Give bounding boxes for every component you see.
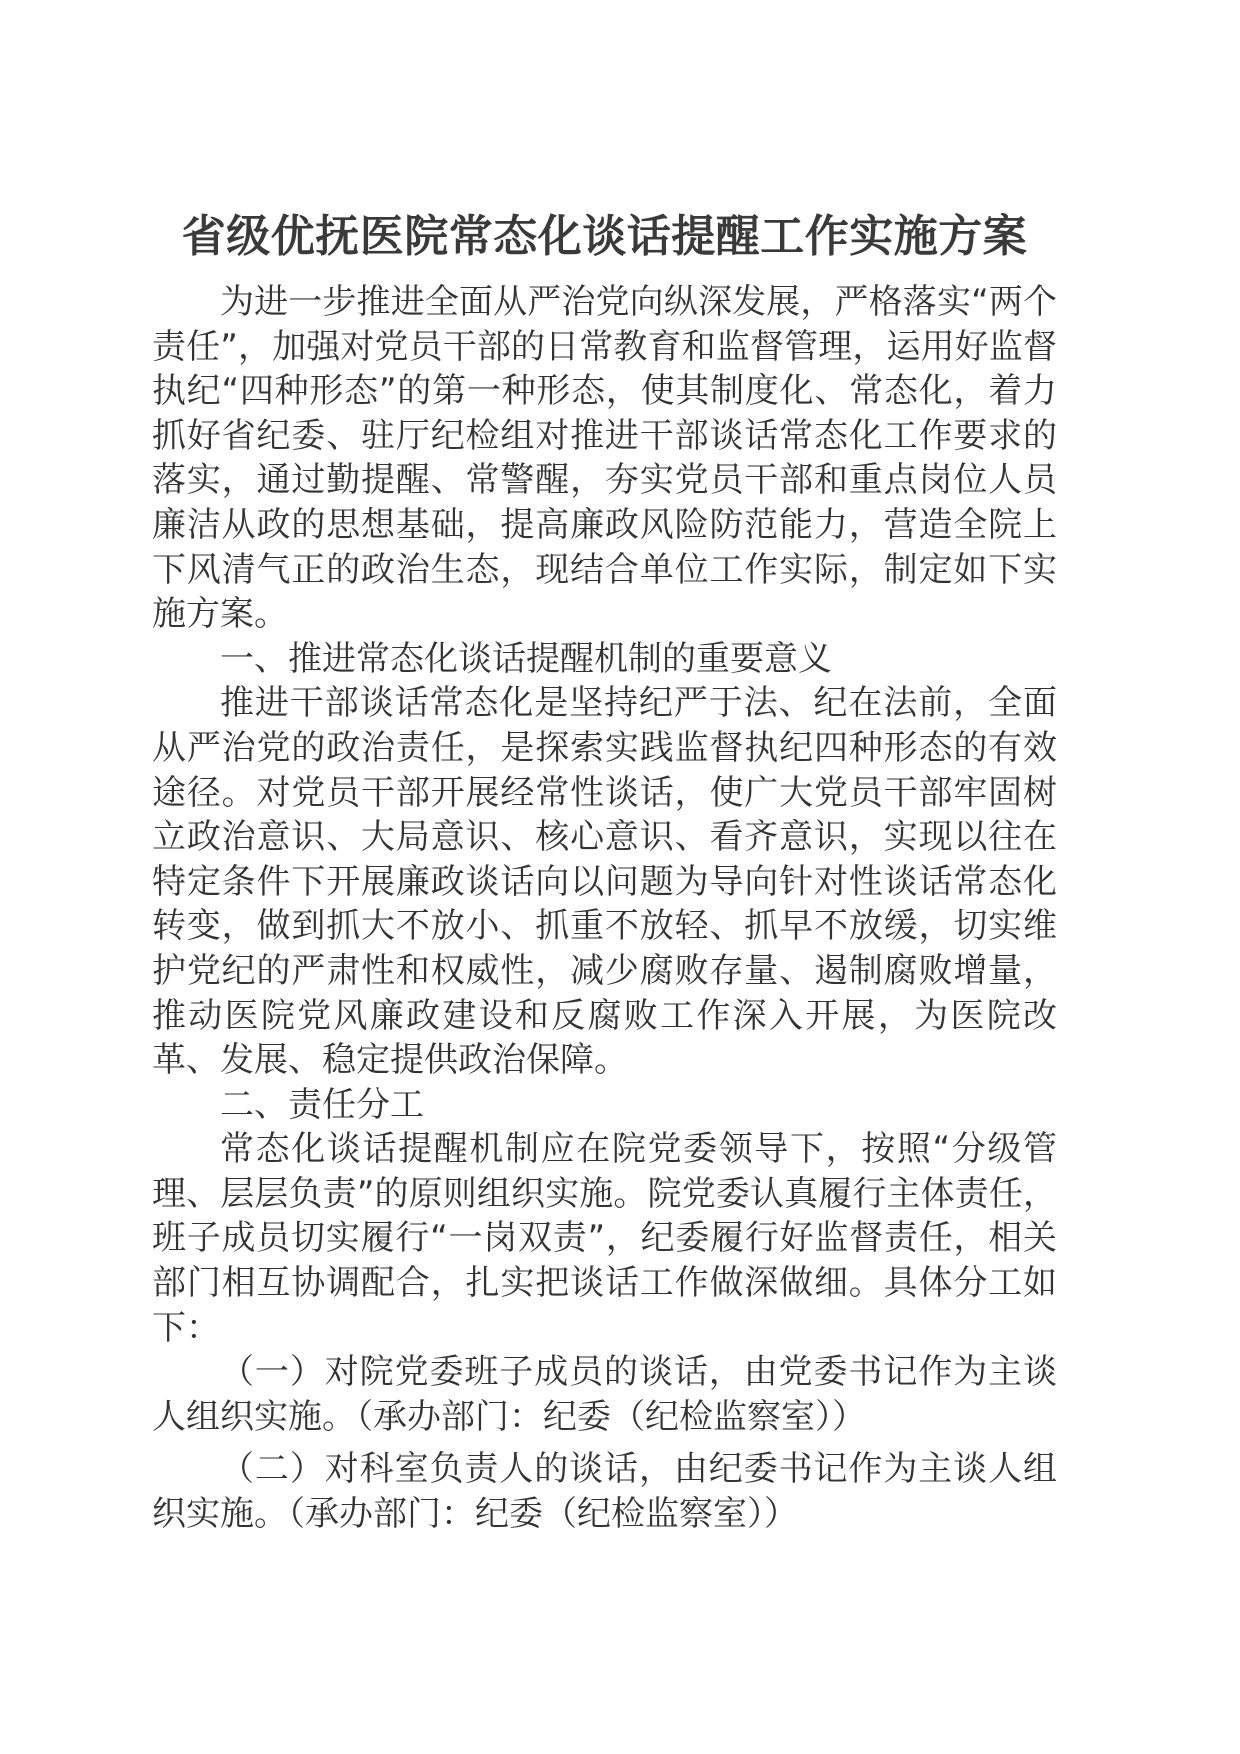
section-heading-responsibilities: 二、责任分工: [220, 1084, 424, 1125]
section-body-responsibilities: 常态化谈话提醒机制应在院党委领导下，按照“分级管理、层层负责”的原则组织实施。院党委认真履行主体责任，班子成员切实履行“一岗双责”，纪委履行好监督责任，相关部门相互协调配合，扎实把谈话工作做深做细。具体分工如下：: [152, 1129, 1057, 1348]
list-item: （二）对科室负责人的谈话，由纪委书记作为主谈人组织实施。（承办部门：纪委（纪检监察室））: [152, 1449, 1057, 1535]
document-body: [152, 208, 1057, 1545]
section-body-significance: 推进干部谈话常态化是坚持纪严于法、纪在法前，全面从严治党的政治责任，是探索实践监督执纪四种形态的有效途径。对党员干部开展经常性谈话，使广大党员干部牢固树立政治意识、大局意识、核心意识、看齐意识，实现以往在特定条件下开展廉政谈话向以问题为导向针对性谈话常态化转变，做到抓大不放小、抓重不放轻、抓早不放缓，切实维护党纪的严肃性和权威性，减少腐败存量、遏制腐败增量，推动医院党风廉政建设和反腐败工作深入开展，为医院改革、发展、稳定提供政治保障。: [152, 683, 1057, 1081]
list-item: （一）对院党委班子成员的谈话，由党委书记作为主谈人组织实施。（承办部门：纪委（纪检监察室））: [152, 1352, 1057, 1437]
document-title: 省级优抚医院常态化谈话提醒工作实施方案: [181, 211, 1028, 262]
intro-paragraph: 为进一步推进全面从严治党向纵深发展，严格落实“两个责任”，加强对党员干部的日常教育和监督管理，运用好监督执纪“四种形态”的第一种形态，使其制度化、常态化，着力抓好省纪委、驻厅纪检组对推进干部谈话常态化工作要求的落实，通过勤提醒、常警醒，夯实党员干部和重点岗位人员廉洁从政的思想基础，提高廉政风险防范能力，营造全院上下风清气正的政治生态，现结合单位工作实际，制定如下实施方案。: [152, 282, 1057, 635]
section-heading-significance: 一、推进常态化谈话提醒机制的重要意义: [220, 638, 832, 679]
